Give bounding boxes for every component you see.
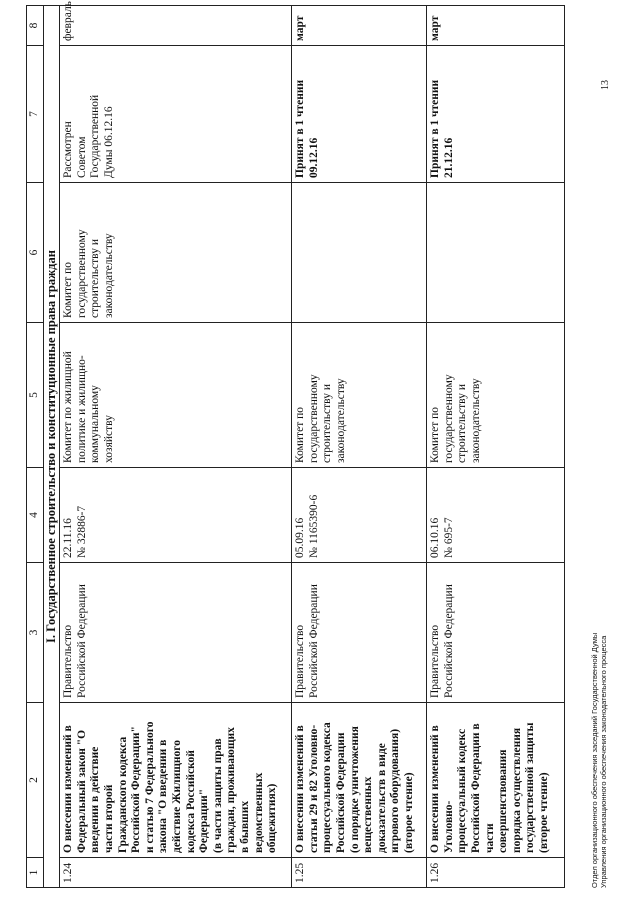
bill-initiator: Правительство Российской Федерации <box>60 563 292 703</box>
section-header-row <box>43 6 60 888</box>
row-number: 1.25 <box>292 858 427 888</box>
co-committee: Комитет по государственному строительству и законодательству <box>60 183 292 323</box>
page-footer <box>590 588 608 888</box>
responsible-committee: Комитет по государственному строительству и законодательству <box>427 323 565 468</box>
bill-status: Принят в 1 чтении 09.12.16 <box>292 46 427 183</box>
row-number: 1.26 <box>427 858 565 888</box>
column-number: 5 <box>27 323 44 468</box>
bill-status: Принят в 1 чтении 21.12.16 <box>427 46 565 183</box>
column-number: 6 <box>27 183 44 323</box>
column-number: 1 <box>27 858 44 888</box>
footer-line: Управления организационного обеспечения законодательного процесса <box>599 635 608 888</box>
bill-date-number: 22.11.16 № 32886-7 <box>60 468 292 563</box>
page-number: 13 <box>600 80 611 90</box>
legislation-table <box>26 1 565 888</box>
column-number: 4 <box>27 468 44 563</box>
bill-date-number: 06.10.16 № 695-7 <box>427 468 565 563</box>
responsible-committee: Комитет по жилищной политике и жилищно- коммунальному хозяйству <box>60 323 292 468</box>
bill-date-number: 05.09.16 № 1165390-6 <box>292 468 427 563</box>
column-number: 7 <box>27 46 44 183</box>
bill-initiator: Правительство Российской Федерации <box>292 563 427 703</box>
section-title: I. Государственное строительство и конституционные права граждан <box>43 6 60 888</box>
co-committee <box>427 183 565 323</box>
table-row <box>427 6 565 888</box>
bill-title: О внесении изменений в Уголовно- процессуальный кодекс Российской Федерации в части совершенствования порядка осуществления государственной защиты (второе чтение) <box>427 703 565 858</box>
bill-initiator: Правительство Российской Федерации <box>427 563 565 703</box>
footer-line: Отдел организационного обеспечения заседаний Государственной Думы <box>590 632 599 888</box>
bill-title: О внесении изменений в Федеральный закон "О введении в действие части второй Гражданского кодекса Российской Федерации" и статью 7 Федерального закона "О введении в действие Жилищного кодекса Российской Федерации" (в части защиты прав граждан, проживающих в бывших ведомственных общежитиях) <box>60 703 292 858</box>
table-row <box>292 6 427 888</box>
bill-status: Рассмотрен Советом Государственной Думы 06.12.16 <box>60 46 292 183</box>
co-committee <box>292 183 427 323</box>
column-number: 8 <box>27 6 44 46</box>
responsible-committee: Комитет по государственному строительству и законодательству <box>292 323 427 468</box>
planned-month: февраль <box>60 6 292 46</box>
column-number: 2 <box>27 703 44 858</box>
planned-month: март <box>427 6 565 46</box>
planned-month: март <box>292 6 427 46</box>
column-number: 3 <box>27 563 44 703</box>
document-page <box>26 1 624 888</box>
bill-title: О внесении изменений в статьи 29 и 82 Уголовно- процессуального кодекса Российской Федерации (о порядке уничтожения вещественных доказательств в виде игрового оборудования) (второе чтение) <box>292 703 427 858</box>
row-number: 1.24 <box>60 858 292 888</box>
table-row <box>60 6 292 888</box>
column-number-row <box>27 6 44 888</box>
